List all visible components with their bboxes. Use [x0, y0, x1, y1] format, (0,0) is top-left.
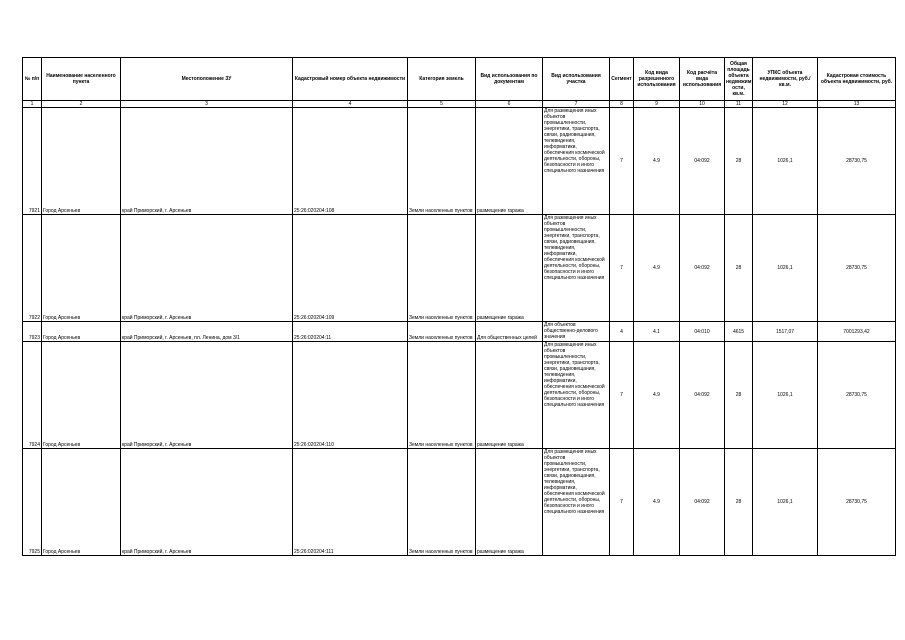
cell-upks: 1026,1 — [753, 215, 818, 322]
cadastral-value-table — [22, 57, 896, 556]
cell-num: 7921 — [23, 108, 42, 215]
header-use-code: Код вида разрешенного использования — [634, 58, 680, 101]
header-upks: УПКС объекта недвижимости, руб./кв.м. — [753, 58, 818, 101]
table-row — [23, 449, 896, 556]
cell-doc-use: Для общественных целей — [476, 322, 543, 342]
cell-area: 28 — [725, 108, 753, 215]
header-settlement: Наименование населенного пункта — [42, 58, 121, 101]
cell-calc-code: 04:092 — [680, 449, 725, 556]
cell-area: 28 — [725, 342, 753, 449]
cell-use-code: 4.9 — [634, 342, 680, 449]
cell-num: 7924 — [23, 342, 42, 449]
cell-num: 7923 — [23, 322, 42, 342]
cell-cadastral-number: 25:26:020204:108 — [293, 108, 408, 215]
cell-num: 7922 — [23, 215, 42, 322]
cell-calc-code: 04:010 — [680, 322, 725, 342]
cell-use-code: 4.1 — [634, 322, 680, 342]
cell-land-category: Земли населенных пунктов — [408, 108, 476, 215]
col-number: 13 — [818, 101, 896, 108]
cell-cadastral-value: 28730,75 — [818, 108, 896, 215]
cell-cadastral-value: 28730,75 — [818, 342, 896, 449]
cell-cadastral-number: 25:26:020204:111 — [293, 449, 408, 556]
cell-use-code: 4.9 — [634, 215, 680, 322]
cell-use-code: 4.9 — [634, 108, 680, 215]
column-number-row — [23, 101, 896, 108]
table-row — [23, 342, 896, 449]
cell-calc-code: 04:092 — [680, 108, 725, 215]
cell-segment: 7 — [610, 449, 634, 556]
cell-cadastral-value: 28730,75 — [818, 449, 896, 556]
header-row — [23, 58, 896, 101]
header-doc-use: Вид использования по документам — [476, 58, 543, 101]
cell-location: край Приморский, г. Арсеньев — [121, 449, 293, 556]
col-number: 10 — [680, 101, 725, 108]
cell-upks: 1517,07 — [753, 322, 818, 342]
table-row — [23, 108, 896, 215]
cell-land-category: Земли населенных пунктов — [408, 449, 476, 556]
cell-use-code: 4.9 — [634, 449, 680, 556]
col-number: 1 — [23, 101, 42, 108]
table-row — [23, 322, 896, 342]
cell-plot-use: Для размещения иных объектов промышленности, энергетики, транспорта, связи, радиовещания, телевидения, информатики, обеспечения космической деятельности, обороны, безопасности и иного специального назначения — [543, 108, 610, 215]
cell-plot-use: Для размещения иных объектов промышленности, энергетики, транспорта, связи, радиовещания, телевидения, информатики, обеспечения космической деятельности, обороны, безопасности и иного специального назначения — [543, 342, 610, 449]
cell-location: край Приморский, г. Арсеньев — [121, 342, 293, 449]
cell-land-category: Земли населенных пунктов — [408, 215, 476, 322]
cell-area: 28 — [725, 215, 753, 322]
cell-settlement: Город Арсеньев — [42, 449, 121, 556]
header-plot-use: Вид использования участка — [543, 58, 610, 101]
col-number: 4 — [293, 101, 408, 108]
cell-doc-use: размещение гаража — [476, 108, 543, 215]
col-number: 3 — [121, 101, 293, 108]
cell-cadastral-number: 25:26:020204:110 — [293, 342, 408, 449]
header-num: № п/п — [23, 58, 42, 101]
cell-location: край Приморский, г. Арсеньев — [121, 215, 293, 322]
cell-plot-use: Для размещения иных объектов промышленности, энергетики, транспорта, связи, радиовещания, телевидения, информатики, обеспечения космической деятельности, обороны, безопасности и иного специального назначения — [543, 449, 610, 556]
cell-cadastral-value: 28730,75 — [818, 215, 896, 322]
cell-upks: 1026,1 — [753, 108, 818, 215]
cell-plot-use: Для размещения иных объектов промышленности, энергетики, транспорта, связи, радиовещания, телевидения, информатики, обеспечения космической деятельности, обороны, безопасности и иного специального назначения — [543, 215, 610, 322]
cell-segment: 7 — [610, 342, 634, 449]
cell-segment: 7 — [610, 108, 634, 215]
col-number: 6 — [476, 101, 543, 108]
header-cadastral-value: Кадастровая стоимость объекта недвижимости, руб. — [818, 58, 896, 101]
cell-cadastral-number: 25:26:020204:109 — [293, 215, 408, 322]
header-land-category: Категория земель — [408, 58, 476, 101]
col-number: 11 — [725, 101, 753, 108]
cell-location: край Приморский, г. Арсеньев — [121, 108, 293, 215]
cell-upks: 1026,1 — [753, 449, 818, 556]
cell-settlement: Город Арсеньев — [42, 215, 121, 322]
cell-num: 7925 — [23, 449, 42, 556]
table-row — [23, 215, 896, 322]
cell-doc-use: размещение гаража — [476, 342, 543, 449]
header-area: Общая площадь объекта недвижим ости, кв.м. — [725, 58, 753, 101]
cell-segment: 4 — [610, 322, 634, 342]
cell-doc-use: размещение гаража — [476, 215, 543, 322]
cell-doc-use: размещение гаража — [476, 449, 543, 556]
col-number: 9 — [634, 101, 680, 108]
cell-settlement: Город Арсеньев — [42, 322, 121, 342]
cell-upks: 1026,1 — [753, 342, 818, 449]
header-calc-code: Код расчёта вида использования — [680, 58, 725, 101]
cell-land-category: Земли населенных пунктов — [408, 342, 476, 449]
cell-calc-code: 04:092 — [680, 342, 725, 449]
cell-location: край Приморский, г. Арсеньев, пл. Ленина, дом 3/1 — [121, 322, 293, 342]
cell-settlement: Город Арсеньев — [42, 342, 121, 449]
col-number: 7 — [543, 101, 610, 108]
header-cadastral-number: Кадастровый номер объекта недвижимости — [293, 58, 408, 101]
header-segment: Сегмент — [610, 58, 634, 101]
cell-segment: 7 — [610, 215, 634, 322]
cell-land-category: Земли населенных пунктов — [408, 322, 476, 342]
cell-plot-use: Для объектов общественно-делового значения — [543, 322, 610, 342]
cell-calc-code: 04:092 — [680, 215, 725, 322]
cell-cadastral-value: 7001293,42 — [818, 322, 896, 342]
cell-settlement: Город Арсеньев — [42, 108, 121, 215]
col-number: 8 — [610, 101, 634, 108]
cell-cadastral-number: 25:26:020204:11 — [293, 322, 408, 342]
cell-area: 4615 — [725, 322, 753, 342]
cell-area: 28 — [725, 449, 753, 556]
col-number: 5 — [408, 101, 476, 108]
col-number: 12 — [753, 101, 818, 108]
col-number: 2 — [42, 101, 121, 108]
header-location: Местоположение ЗУ — [121, 58, 293, 101]
